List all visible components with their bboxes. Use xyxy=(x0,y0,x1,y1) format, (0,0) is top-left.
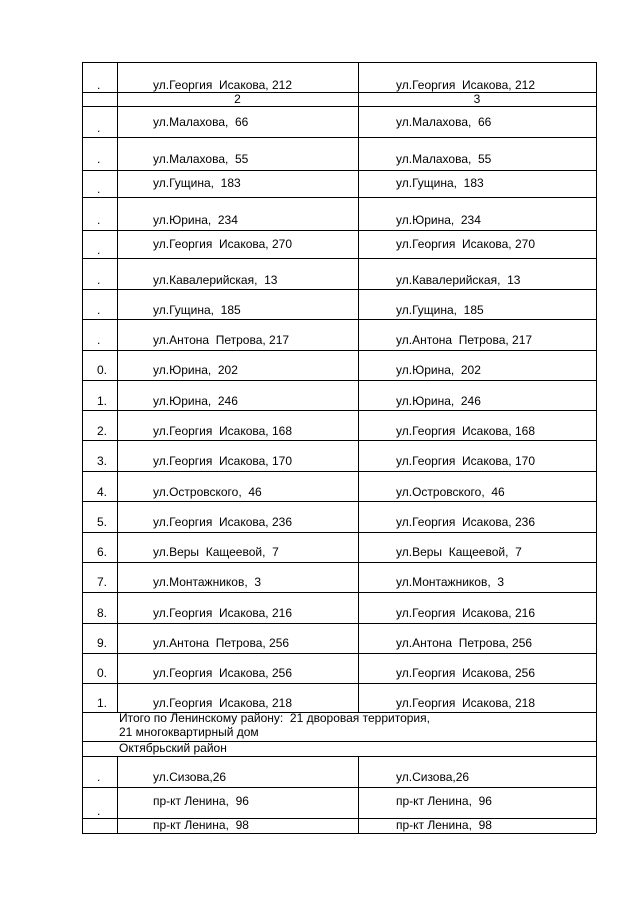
address-cell: ул.Георгия Исакова, 168 xyxy=(153,424,292,438)
address-cell: ул.Георгия Исакова, 216 xyxy=(153,606,292,620)
address-cell: ул.Гущина, 185 xyxy=(153,303,241,317)
row-divider xyxy=(82,440,596,441)
column-number: 3 xyxy=(473,92,481,106)
row-number: 0. xyxy=(97,363,108,377)
address-cell: ул.Юрина, 202 xyxy=(396,363,481,377)
row-divider xyxy=(82,623,596,624)
row-number: . xyxy=(97,182,101,196)
address-cell: ул.Малахова, 55 xyxy=(396,152,492,166)
section-heading: Октябрьский район xyxy=(119,741,227,755)
address-cell: пр-кт Ленина, 96 xyxy=(396,794,492,808)
row-divider xyxy=(82,532,596,533)
address-cell: ул.Антона Петрова, 217 xyxy=(153,333,290,347)
row-divider xyxy=(82,319,596,320)
table-bottom-border xyxy=(82,833,596,834)
row-number: . xyxy=(97,770,101,784)
row-number: 3. xyxy=(97,454,108,468)
address-cell: ул.Георгия Исакова, 216 xyxy=(396,606,535,620)
address-cell: ул.Гущина, 185 xyxy=(396,303,484,317)
row-number: . xyxy=(97,121,101,135)
row-number: . xyxy=(97,152,101,166)
address-cell: ул.Георгия Исакова, 218 xyxy=(396,696,535,710)
row-number: . xyxy=(97,243,101,257)
address-cell: ул.Островского, 46 xyxy=(396,485,505,499)
address-cell: ул.Сизова,26 xyxy=(153,770,227,784)
address-cell: ул.Гущина, 183 xyxy=(153,176,241,190)
row-divider xyxy=(82,562,596,563)
row-divider xyxy=(82,683,596,684)
row-divider xyxy=(82,350,596,351)
address-cell: ул.Сизова,26 xyxy=(396,770,470,784)
address-cell: ул.Георгия Исакова, 236 xyxy=(396,515,535,529)
row-divider xyxy=(82,380,596,381)
address-cell: ул.Георгия Исакова, 212 xyxy=(396,78,535,92)
address-cell: ул.Кавалерийская, 13 xyxy=(153,273,278,287)
address-cell: ул.Георгия Исакова, 256 xyxy=(153,666,292,680)
row-divider xyxy=(82,501,596,502)
row-number: . xyxy=(97,273,101,287)
address-cell: ул.Георгия Исакова, 218 xyxy=(153,696,292,710)
address-cell: ул.Монтажников, 3 xyxy=(396,575,505,589)
address-cell: ул.Георгия Исакова, 170 xyxy=(396,454,535,468)
address-cell: ул.Юрина, 234 xyxy=(396,213,481,227)
address-cell: ул.Юрина, 202 xyxy=(153,363,238,377)
address-cell: ул.Малахова, 66 xyxy=(153,115,249,129)
address-cell: ул.Юрина, 234 xyxy=(153,213,238,227)
row-number: . xyxy=(97,78,101,92)
address-cell: ул.Георгия Исакова, 170 xyxy=(153,454,292,468)
address-cell: пр-кт Ленина, 98 xyxy=(396,818,492,832)
address-cell: ул.Георгия Исакова, 270 xyxy=(153,237,292,251)
row-divider xyxy=(82,137,596,138)
number-column-divider xyxy=(117,756,118,833)
row-number: 5. xyxy=(97,515,108,529)
number-column-divider xyxy=(117,62,118,712)
row-divider xyxy=(82,787,596,788)
address-cell: пр-кт Ленина, 98 xyxy=(153,818,249,832)
row-number: 7. xyxy=(97,575,108,589)
address-cell: ул.Малахова, 66 xyxy=(396,115,492,129)
address-column-divider xyxy=(358,62,359,712)
address-cell: ул.Антона Петрова, 256 xyxy=(396,636,533,650)
address-cell: ул.Островского, 46 xyxy=(153,485,262,499)
row-divider xyxy=(82,471,596,472)
address-cell: ул.Георгия Исакова, 270 xyxy=(396,237,535,251)
row-number: 1. xyxy=(97,394,108,408)
row-number: . xyxy=(97,213,101,227)
summary-text: 21 многоквартирный дом xyxy=(119,725,259,739)
row-number: 6. xyxy=(97,545,108,559)
table-top-border xyxy=(82,62,596,63)
row-divider xyxy=(82,653,596,654)
row-divider xyxy=(82,106,596,107)
address-cell: ул.Юрина, 246 xyxy=(396,394,481,408)
summary-text: Итого по Ленинскому району: 21 дворовая территория, xyxy=(119,711,430,725)
address-cell: пр-кт Ленина, 96 xyxy=(153,794,249,808)
row-number: 0. xyxy=(97,666,108,680)
address-cell: ул.Юрина, 246 xyxy=(153,394,238,408)
address-cell: ул.Георгия Исакова, 168 xyxy=(396,424,535,438)
row-number: 9. xyxy=(97,636,108,650)
address-cell: ул.Кавалерийская, 13 xyxy=(396,273,521,287)
address-cell: ул.Антона Петрова, 217 xyxy=(396,333,533,347)
row-number: . xyxy=(97,303,101,317)
column-number: 2 xyxy=(234,92,241,106)
row-number: . xyxy=(97,333,101,347)
address-cell: ул.Веры Кащеевой, 7 xyxy=(396,545,522,559)
address-cell: ул.Георгия Исакова, 256 xyxy=(396,666,535,680)
address-cell: ул.Веры Кащеевой, 7 xyxy=(153,545,279,559)
row-divider xyxy=(82,289,596,290)
row-divider xyxy=(82,756,596,757)
table-right-border xyxy=(596,62,597,833)
address-column-divider xyxy=(358,756,359,833)
row-number: . xyxy=(97,804,101,818)
row-number: 8. xyxy=(97,606,108,620)
address-cell: ул.Гущина, 183 xyxy=(396,176,484,190)
row-divider xyxy=(82,258,596,259)
row-divider xyxy=(82,170,596,171)
row-number: 1. xyxy=(97,696,108,710)
row-number: 2. xyxy=(97,424,108,438)
row-divider xyxy=(82,230,596,231)
row-divider xyxy=(82,197,596,198)
row-divider xyxy=(82,410,596,411)
address-cell: ул.Георгия Исакова, 236 xyxy=(153,515,292,529)
address-cell: ул.Малахова, 55 xyxy=(153,152,249,166)
table-left-border xyxy=(82,62,83,833)
row-number: 4. xyxy=(97,485,108,499)
row-divider xyxy=(82,592,596,593)
address-cell: ул.Монтажников, 3 xyxy=(153,575,262,589)
address-cell: ул.Антона Петрова, 256 xyxy=(153,636,290,650)
address-cell: ул.Георгия Исакова, 212 xyxy=(153,78,292,92)
